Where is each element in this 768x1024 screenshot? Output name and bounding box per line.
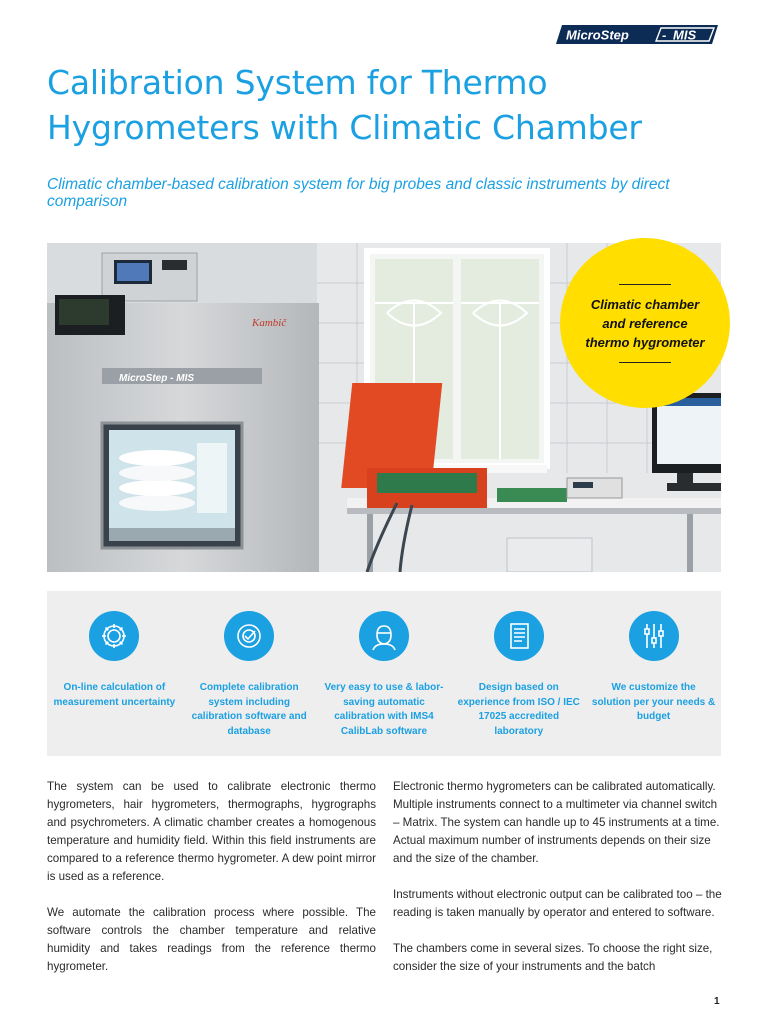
sliders-icon	[629, 611, 679, 661]
chamber-brand-plate: MicroStep - MIS	[119, 373, 195, 384]
feature-label: On-line calculation of measurement uncertainty	[53, 682, 176, 708]
feature-label: Complete calibration system including calibration software and database	[191, 682, 307, 737]
features-panel	[47, 591, 721, 756]
chamber-maker-label: Kambič	[252, 317, 287, 329]
badge-rule-top	[619, 284, 671, 285]
gear-icon	[89, 611, 139, 661]
brand-logo	[556, 25, 718, 44]
body-paragraph: Instruments without electronic output can be calibrated too – the reading is taken manually by operator and entered to software.	[393, 888, 722, 919]
page-number: 1	[714, 996, 720, 1007]
body-paragraph: The chambers come in several sizes. To choose the right size, consider the size of your instruments and the batch	[393, 942, 713, 973]
logo-text-right: MIS	[673, 27, 697, 43]
feature-label: Design based on experience from ISO / IEC 17025 accredited laboratory	[457, 682, 580, 737]
feature-item	[182, 611, 317, 756]
feature-label: Very easy to use & labor-saving automatic calibration with IMS4 CalibLab software	[324, 682, 444, 737]
document-icon	[494, 611, 544, 661]
chamber-brand-plate-text: MicroStep	[119, 373, 168, 384]
feature-label: We customize the solution per your needs & budget	[591, 682, 716, 722]
target-check-icon	[224, 611, 274, 661]
badge-rule-bottom	[619, 362, 671, 363]
badge-text	[570, 295, 720, 352]
page-title	[47, 60, 737, 150]
title-line-2: Hygrometers with Climatic Chamber	[47, 108, 642, 147]
brand-logo-graphic	[556, 25, 718, 44]
user-icon	[359, 611, 409, 661]
chamber-brand-plate-suffix: MIS	[176, 373, 195, 384]
badge-line-3: thermo hygrometer	[585, 334, 705, 350]
feature-item	[47, 611, 182, 756]
body-column-left	[47, 778, 376, 994]
body-paragraph: The system can be used to calibrate electronic thermo hygrometers, hair hygrometers, thermographs, hygrographs and psychrometers. A climatic chamber creates a homogenous temperature and humidity field. Within this field instruments are compared to a reference thermo hygrometer. A dew point mirror is used as a reference.	[47, 780, 376, 883]
body-column-right	[393, 778, 722, 994]
title-line-1: Calibration System for Thermo	[47, 63, 548, 102]
badge-line-1: Climatic chamber	[590, 296, 700, 312]
page-subtitle: Climatic chamber-based calibration system for big probes and classic instruments by direct comparison	[47, 176, 670, 210]
logo-text-left: MicroStep	[566, 27, 629, 43]
badge-line-2: and reference	[602, 315, 688, 331]
feature-item	[451, 611, 586, 756]
feature-item	[586, 611, 721, 756]
svg-text:-: -	[662, 27, 667, 43]
highlight-badge	[560, 238, 730, 408]
feature-item	[317, 611, 452, 756]
body-paragraph: Electronic thermo hygrometers can be calibrated automatically. Multiple instruments connect to a multimeter via channel switch – Matrix. The system can handle up to 45 instruments at a time. Actual maximum number of instruments depends on their size and the size of the chamber.	[393, 780, 720, 865]
body-paragraph: We automate the calibration process where possible. The software controls the chamber temperature and relative humidity and takes readings from the reference thermo hygrometer.	[47, 906, 376, 973]
